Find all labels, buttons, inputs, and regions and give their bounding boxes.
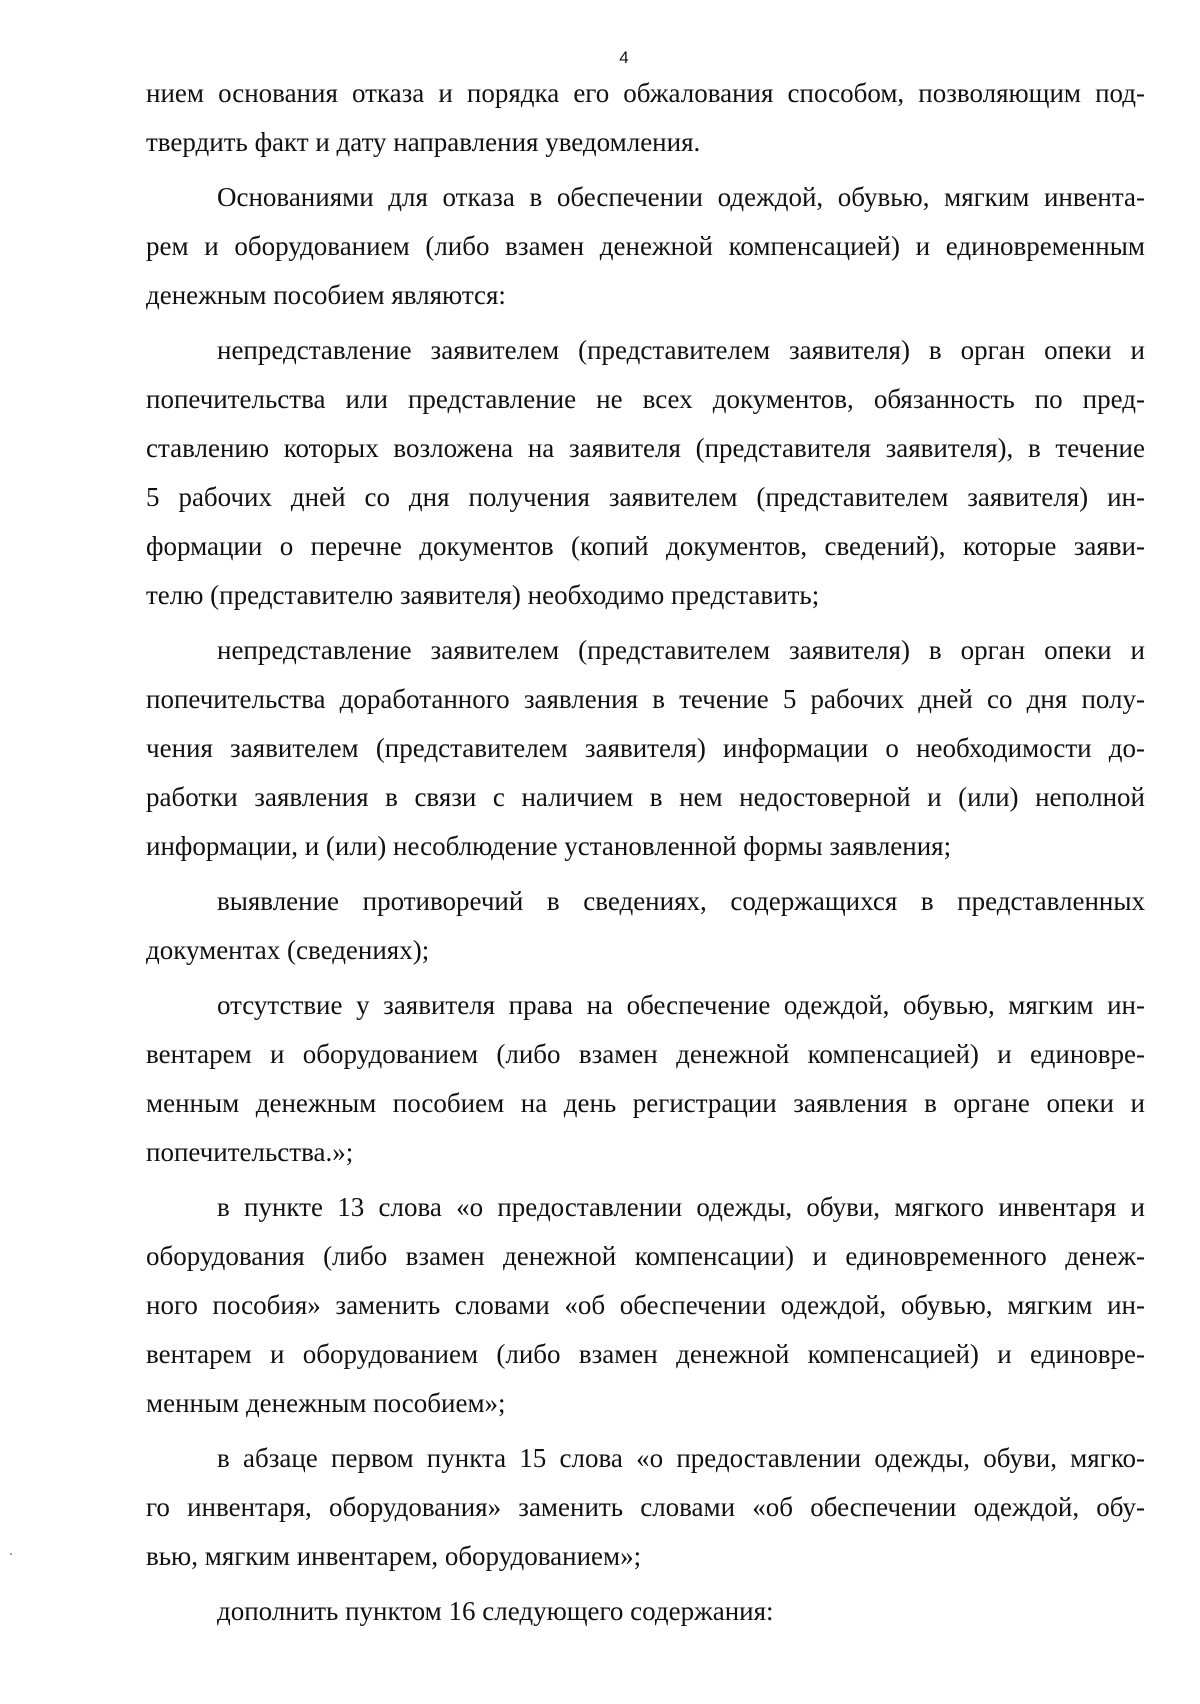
paragraph-first-line: Основаниями для отказа в обеспечении одеждой, обувью, мягким инвента- bbox=[217, 182, 1145, 212]
text-line: нием основания отказа и порядка его обжалования способом, позволяющим под- bbox=[146, 78, 1145, 108]
text-line: менным денежным пособием на день регистрации заявления в органе опеки и bbox=[146, 1088, 1145, 1118]
document-body bbox=[146, 69, 1145, 1636]
text-line: рем и оборудованием (либо взамен денежной компенсацией) и единовременным bbox=[146, 231, 1145, 261]
paragraph-first-line: дополнить пунктом 16 следующего содержания: bbox=[217, 1596, 774, 1626]
paragraph-first-line: в абзаце первом пункта 15 слова «о предоставлении одежды, обуви, мягко- bbox=[217, 1443, 1145, 1473]
text-line: попечительства доработанного заявления в течение 5 рабочих дней со дня полу- bbox=[146, 684, 1145, 714]
text-line: информации, и (или) несоблюдение установленной формы заявления; bbox=[146, 831, 952, 861]
text-line: вентарем и оборудованием (либо взамен денежной компенсацией) и единовре- bbox=[146, 1039, 1145, 1069]
text-line: денежным пособием являются: bbox=[146, 280, 506, 310]
text-line: 5 рабочих дней со дня получения заявителем (представителем заявителя) ин- bbox=[146, 482, 1145, 512]
text-line: попечительства.»; bbox=[146, 1137, 354, 1167]
text-line: чения заявителем (представителем заявителя) информации о необходимости до- bbox=[146, 733, 1145, 763]
paragraph-first-line: непредставление заявителем (представителем заявителя) в орган опеки и bbox=[217, 335, 1145, 365]
text-line: документах (сведениях); bbox=[146, 935, 430, 965]
text-line: попечительства или представление не всех документов, обязанность по пред- bbox=[146, 384, 1145, 414]
text-line: работки заявления в связи с наличием в нем недостоверной и (или) неполной bbox=[146, 782, 1145, 812]
text-line: телю (представителю заявителя) необходимо представить; bbox=[146, 580, 820, 610]
text-line: вью, мягким инвентарем, оборудованием»; bbox=[146, 1541, 642, 1571]
text-line: твердить факт и дату направления уведомления. bbox=[146, 127, 701, 157]
text-line: оборудования (либо взамен денежной компенсации) и единовременного денеж- bbox=[146, 1241, 1145, 1271]
paragraph-first-line: отсутствие у заявителя права на обеспечение одеждой, обувью, мягким ин- bbox=[217, 990, 1145, 1020]
page-number: 4 bbox=[619, 48, 629, 67]
paragraph-first-line: выявление противоречий в сведениях, содержащихся в представленных bbox=[217, 886, 1145, 916]
text-line: го инвентаря, оборудования» заменить словами «об обеспечении одеждой, обу- bbox=[146, 1492, 1145, 1522]
text-line: формации о перечне документов (копий документов, сведений), которые заяви- bbox=[146, 531, 1145, 561]
paragraph-first-line: в пункте 13 слова «о предоставлении одежды, обуви, мягкого инвентаря и bbox=[217, 1192, 1145, 1222]
paragraph-first-line: непредставление заявителем (представителем заявителя) в орган опеки и bbox=[217, 635, 1145, 665]
text-line: ставлению которых возложена на заявителя (представителя заявителя), в течение bbox=[146, 433, 1145, 463]
text-line: менным денежным пособием»; bbox=[146, 1388, 506, 1418]
scan-artifact bbox=[10, 1553, 12, 1555]
text-line: вентарем и оборудованием (либо взамен денежной компенсацией) и единовре- bbox=[146, 1339, 1145, 1369]
text-line: ного пособия» заменить словами «об обеспечении одеждой, обувью, мягким ин- bbox=[146, 1290, 1145, 1320]
